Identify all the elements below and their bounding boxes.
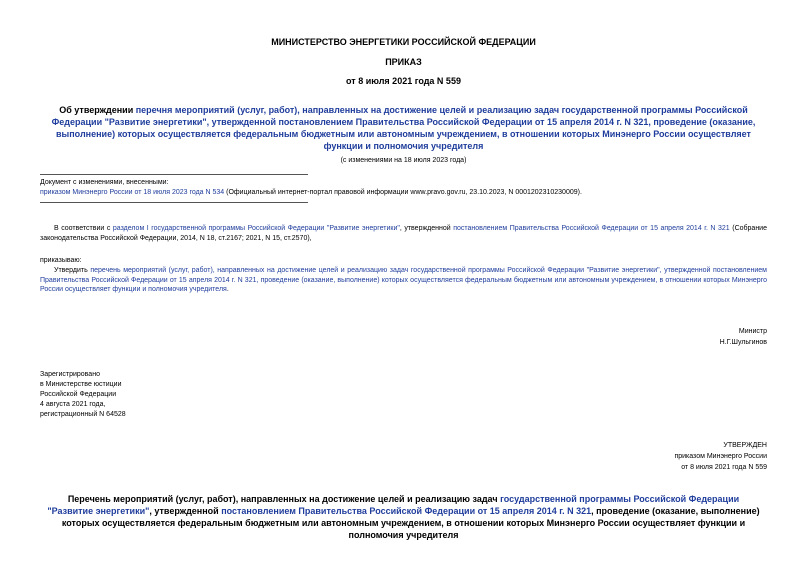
list-title-text-2: , утвержденной <box>149 506 222 516</box>
list-title-link-decree[interactable]: постановлением Правительства Российской Федерации от 15 апреля 2014 г. N 321 <box>221 506 592 516</box>
order-word: приказываю: <box>40 257 82 264</box>
title-prefix: Об утверждении <box>59 105 136 115</box>
changes-link[interactable]: приказом Минэнерго России от 18 июля 2023 года N 534 <box>40 189 225 196</box>
doc-date-number: от 8 июля 2021 года N 559 <box>346 76 461 86</box>
preamble-text-2: , утвержденной <box>399 225 454 232</box>
list-title-text-1: Перечень мероприятий (услуг, работ), направленных на достижение целей и реализацию задач <box>67 494 501 504</box>
edition-note: (с изменениями на 18 июля 2023 года) <box>340 157 467 164</box>
approved-line-1: УТВЕРЖДЕН <box>723 442 767 449</box>
preamble-text-1: В соответствии с <box>54 225 113 232</box>
title-link[interactable]: перечня мероприятий (услуг, работ), направленных на достижение целей и реализацию задач государственной программы Российской Федерации "Развитие энергетики", утвержденной постановлением Правительства Российской Федерации от 15 апреля 2014 г. N 321, проведение (оказание, выполнение) которых осуществляется федеральным бюджетным или автономным учреждением, в отношении которых Минэнерго России осуществляет функции и полномочия учредителя <box>51 105 756 151</box>
registration-line-3: Российской Федерации <box>40 391 117 398</box>
doc-type-heading: ПРИКАЗ <box>385 57 422 67</box>
preamble-link-section[interactable]: разделом I государственной программы Российской Федерации "Развитие энергетики" <box>112 225 400 232</box>
preamble-link-decree[interactable]: постановлением Правительства Российской Федерации от 15 апреля 2014 г. N 321 <box>453 225 730 232</box>
approve-link[interactable]: перечень мероприятий (услуг, работ), направленных на достижение целей и реализацию задач государственной программы Российской Федерации "Развитие энергетики", утвержденной постановлением Правительства Российской Федерации от 15 апреля 2014 г. N 321, проведение (оказание, выполнение) которых осуществляется федеральным бюджетным или автономным учреждением, в отношении которых Минэнерго России осуществляет функции и полномочия учредителя <box>40 267 767 294</box>
divider-top <box>40 174 308 175</box>
document-title <box>50 104 757 152</box>
changes-rest: (Официальный интернет-портал правовой информации www.pravo.gov.ru, 23.10.2023, N 0001202310230009). <box>224 189 582 196</box>
approved-line-3: от 8 июля 2021 года N 559 <box>681 464 767 471</box>
divider-bottom <box>40 202 308 203</box>
approved-line-2: приказом Минэнерго России <box>674 453 767 460</box>
preamble-paragraph <box>40 224 767 243</box>
list-title <box>45 493 762 541</box>
registration-line-2: в Министерстве юстиции <box>40 381 122 388</box>
list-title-link-program[interactable]: государственной программы Российской Федерации "Развитие энергетики" <box>47 494 740 516</box>
preamble-text-3: (Собрание законодательства Российской Федерации, 2014, N 18, ст.2167; 2021, N 15, ст.2570), <box>40 225 767 242</box>
list-title-text-3: , проведение (оказание, выполнение) которых осуществляется федеральным бюджетным или автономным учреждением, в отношении которых Минэнерго России осуществляет функции и полномочия учредителя <box>61 506 760 540</box>
changes-label: Документ с изменениями, внесенными: <box>40 179 169 186</box>
approve-text-1: Утвердить <box>54 267 91 274</box>
ministry-heading: МИНИСТЕРСТВО ЭНЕРГЕТИКИ РОССИЙСКОЙ ФЕДЕРАЦИИ <box>271 37 536 47</box>
registration-line-1: Зарегистрировано <box>40 371 100 378</box>
signature-position: Министр <box>738 328 767 335</box>
registration-line-4: 4 августа 2021 года, <box>40 401 106 408</box>
registration-line-5: регистрационный N 64528 <box>40 411 126 418</box>
changes-line <box>40 188 582 198</box>
signature-name: Н.Г.Шульгинов <box>719 339 767 346</box>
approve-paragraph <box>40 266 767 295</box>
approve-text-2: . <box>226 286 229 294</box>
